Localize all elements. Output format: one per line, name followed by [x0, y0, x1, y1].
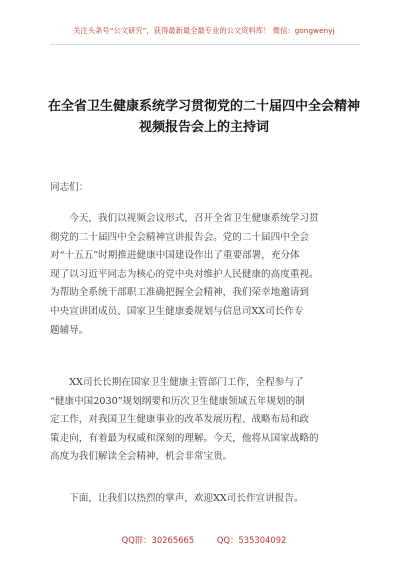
paragraph-2-line: 策走向，有着最为权威和深刻的理解。今天，他将从国家战略的: [50, 432, 319, 444]
paragraph-1: [50, 210, 360, 340]
document-title: [0, 96, 408, 138]
footer-qq-group: QQ群：30265665: [121, 535, 195, 545]
paragraph-3-line: 下面，让我们以热烈的掌声，欢迎XX司长作宣讲报告。: [69, 493, 304, 504]
header-banner: 关注头条号“公文研究”，获得最新最全最专业的公文资料库！ 微信：gongwenyj: [73, 26, 335, 35]
paragraph-1-line: 现了以习近平同志为核心的党中央对维护人民健康的高度重视。: [50, 268, 319, 280]
paragraph-1-line: 中央宣讲团成员、国家卫生健康委规划与信息司XX司长作专: [50, 305, 304, 317]
footer-contact: [0, 534, 408, 546]
title-line-1: 在全省卫生健康系统学习贯彻党的二十届四中全会精神: [47, 99, 360, 114]
title-line-2: 视频报告会上的主持词: [138, 120, 269, 135]
paragraph-1-line: 彻党的二十届四中全会精神宣讲报告会。党的二十届四中全会: [50, 231, 310, 243]
paragraph-2-line: 高度为我们解读全会精神，机会非常宝贵。: [50, 451, 233, 463]
paragraph-2: [50, 374, 360, 467]
paragraph-1-line: 今天，我们以视频会议形式，召开全省卫生健康系统学习贯: [69, 213, 319, 224]
paragraph-3: [50, 490, 360, 509]
paragraph-2-line: “健康中国2030”规划纲要和历次卫生健康领域五年规划的制: [50, 395, 305, 407]
salutation: 同志们：: [50, 182, 89, 193]
footer-qq-number: QQ：535304092: [216, 535, 287, 545]
paragraph-2-line: XX司长长期在国家卫生健康主管部门工作，全程参与了: [69, 377, 304, 388]
paragraph-1-line: 为帮助全系统干部职工准确把握全会精神，我们荣幸地邀请到: [50, 287, 310, 299]
paragraph-2-line: 定工作，对我国卫生健康事业的改革发展历程、战略布局和政: [50, 414, 310, 426]
paragraph-1-line: 题辅导。: [50, 324, 89, 336]
header-divider: [50, 44, 360, 45]
paragraph-1-line: 对“十五五”时期推进健康中国建设作出了重要部署，充分体: [50, 250, 300, 262]
